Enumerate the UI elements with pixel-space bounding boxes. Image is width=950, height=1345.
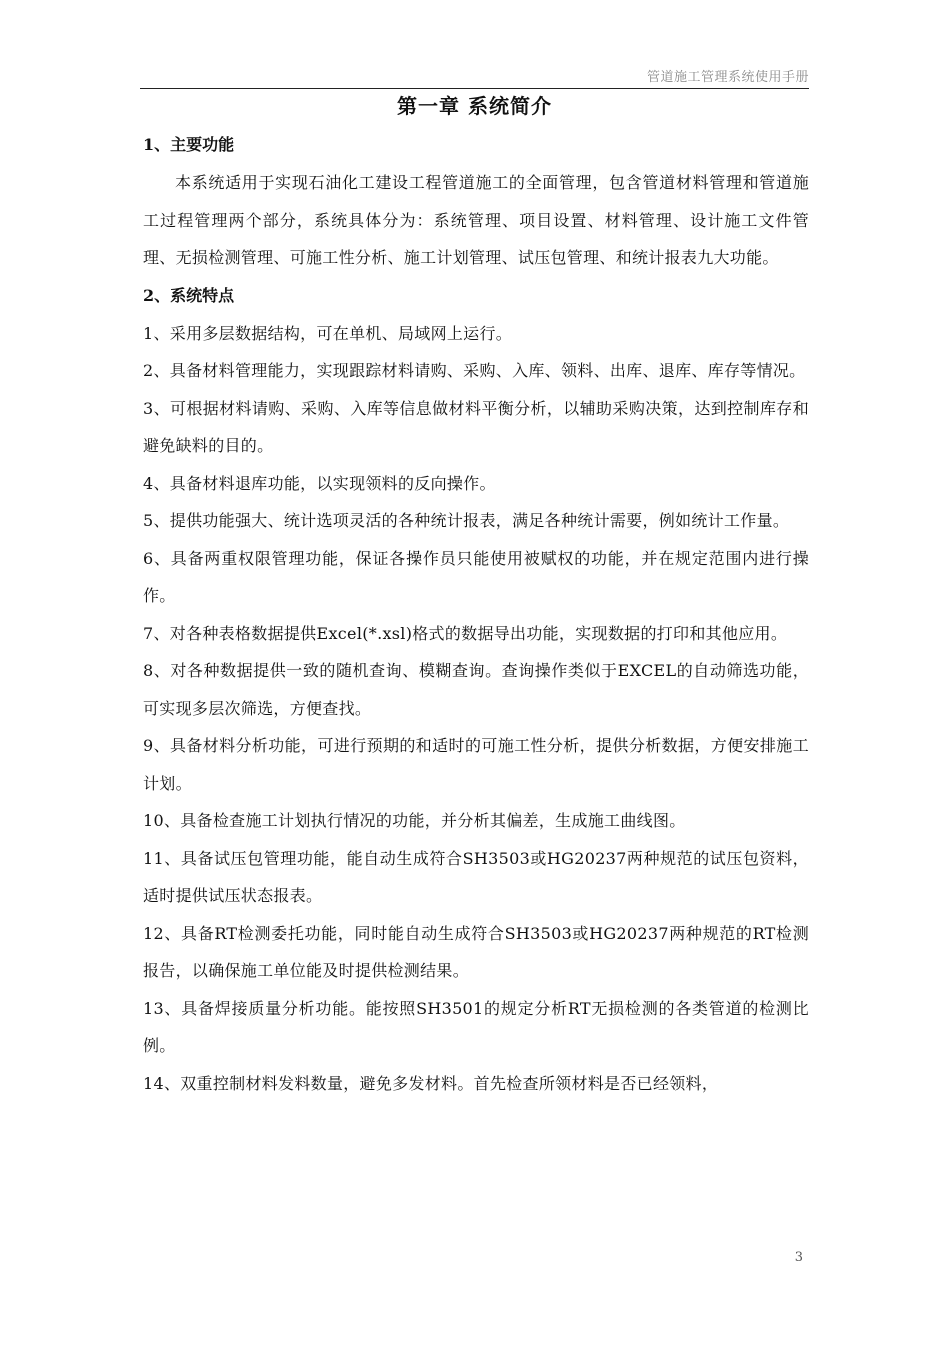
page-number: 3	[794, 1250, 803, 1265]
chapter-title: 第一章 系统简介	[397, 94, 552, 118]
feature-item: 11、具备试压包管理功能，能自动生成符合SH3503或HG20237两种规范的试压包资料，适时提供试压状态报表。	[143, 848, 809, 905]
feature-item: 8、对各种数据提供一致的随机查询、模糊查询。查询操作类似于EXCEL的自动筛选功能，可实现多层次筛选，方便查找。	[143, 661, 809, 718]
feature-item: 10、具备检查施工计划执行情况的功能，并分析其偏差，生成施工曲线图。	[143, 811, 686, 830]
feature-item: 12、具备RT检测委托功能，同时能自动生成符合SH3503或HG20237两种规范的RT检测报告，以确保施工单位能及时提供检测结果。	[143, 923, 809, 980]
feature-item: 1、采用多层数据结构，可在单机、局域网上运行。	[143, 323, 513, 343]
feature-item: 2、具备材料管理能力，实现跟踪材料请购、采购、入库、领料、出库、退库、库存等情况。	[143, 361, 806, 380]
feature-item: 4、具备材料退库功能，以实现领料的反向操作。	[143, 473, 496, 493]
feature-item: 3、可根据材料请购、采购、入库等信息做材料平衡分析，以辅助采购决策，达到控制库存和避免缺料的目的。	[143, 398, 809, 455]
document-body	[143, 126, 809, 1102]
main-functions-paragraph: 本系统适用于实现石油化工建设工程管道施工的全面管理，包含管道材料管理和管道施工过程管理两个部分，系统具体分为：系统管理、项目设置、材料管理、设计施工文件管理、无损检测管理、可施工性分析、施工计划管理、试压包管理、和统计报表九大功能。	[143, 173, 809, 267]
feature-item: 5、提供功能强大、统计选项灵活的各种统计报表，满足各种统计需要，例如统计工作量。	[143, 511, 790, 530]
feature-item: 7、对各种表格数据提供Excel(*.xsl)格式的数据导出功能，实现数据的打印和其他应用。	[143, 623, 788, 643]
feature-item: 6、具备两重权限管理功能，保证各操作员只能使用被赋权的功能，并在规定范围内进行操作。	[143, 548, 809, 605]
feature-item: 9、具备材料分析功能，可进行预期的和适时的可施工性分析，提供分析数据，方便安排施工计划。	[143, 736, 809, 793]
section-title-main-functions: 1、主要功能	[143, 135, 235, 154]
feature-item: 13、具备焊接质量分析功能。能按照SH3501的规定分析RT无损检测的各类管道的检测比例。	[143, 998, 809, 1055]
page-header	[140, 66, 809, 89]
feature-list	[143, 315, 809, 1103]
header-title: 管道施工管理系统使用手册	[646, 70, 809, 85]
feature-item: 14、双重控制材料发料数量，避免多发材料。首先检查所领材料是否已经领料，	[143, 1073, 719, 1093]
section-title-system-features: 2、系统特点	[143, 285, 235, 305]
